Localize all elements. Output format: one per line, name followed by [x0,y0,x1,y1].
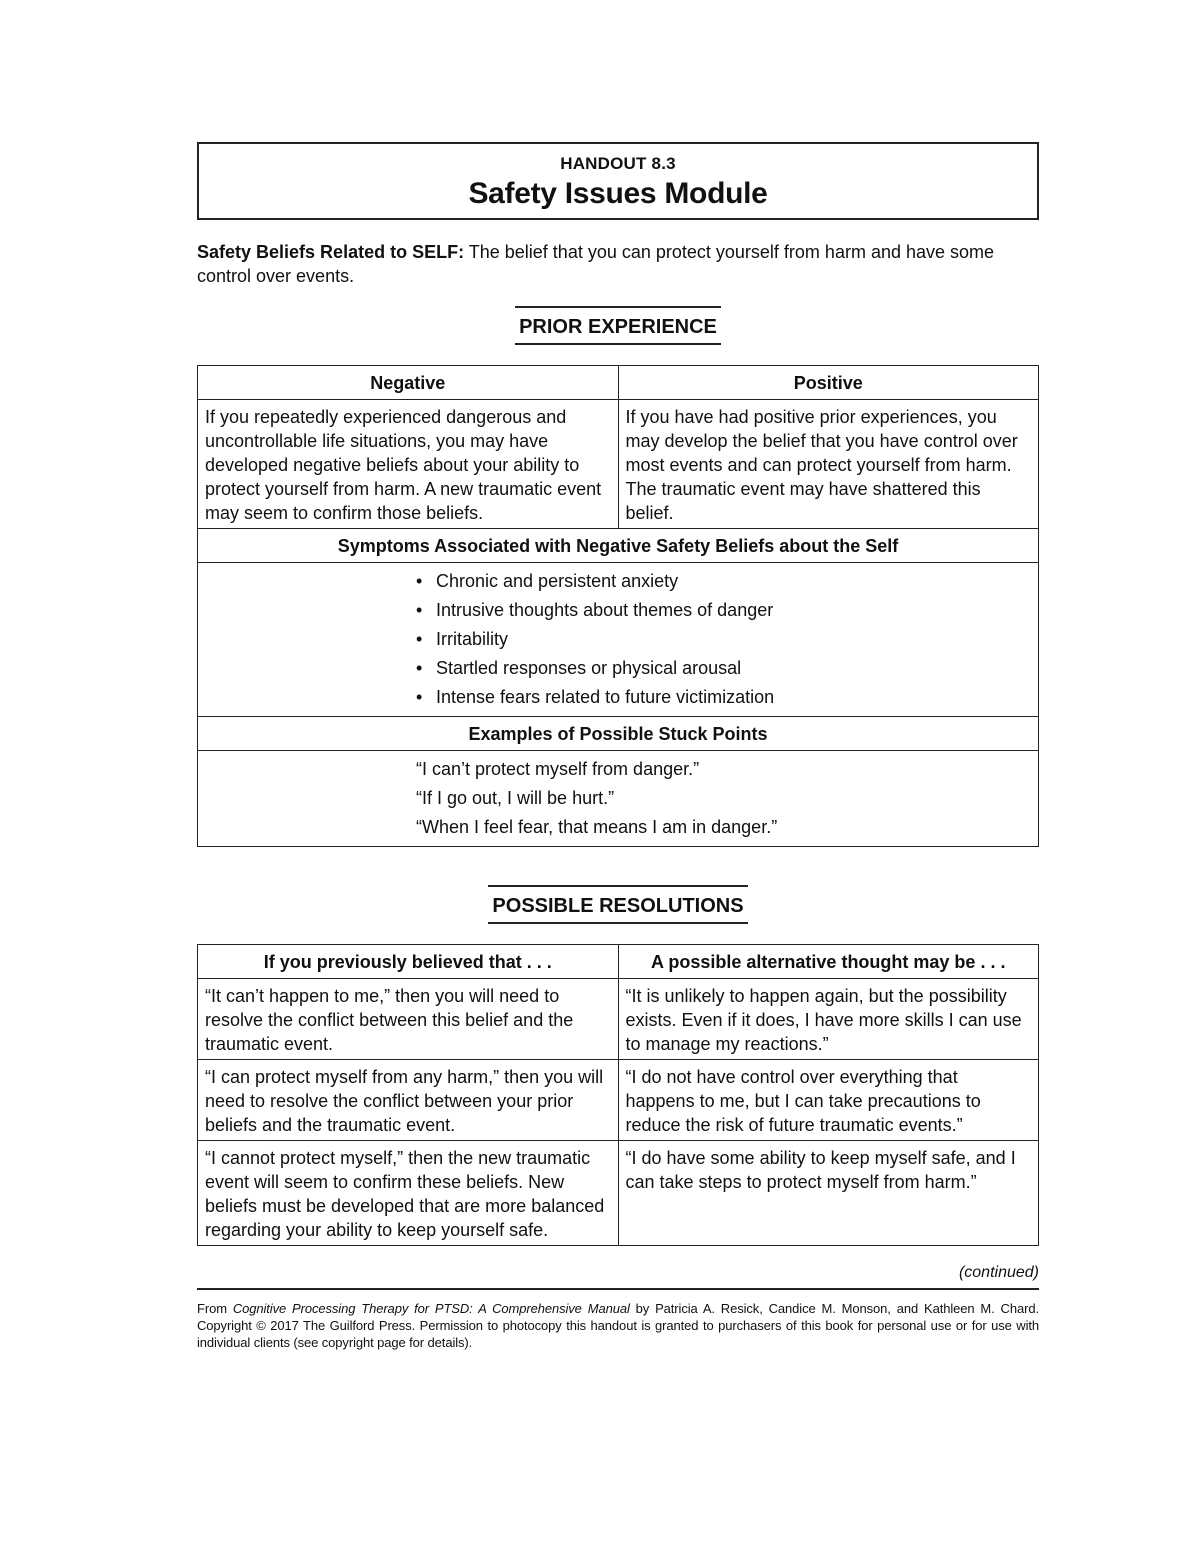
table-row [198,979,1039,1060]
column-header-previous-belief: If you previously believed that . . . [198,945,619,979]
alternative-thought-cell: “I do not have control over everything that happens to me, but I can take precautions to reduce the risk of future traumatic events.” [618,1060,1039,1141]
bullet-icon: • [416,629,423,649]
previous-belief-cell: “I can protect myself from any harm,” then you will need to resolve the conflict between your prior beliefs and the traumatic event. [198,1060,619,1141]
previous-belief-cell: “I cannot protect myself,” then the new traumatic event will seem to confirm these beliefs. New beliefs must be developed that are more balanced regarding your ability to keep yourself safe. [198,1141,619,1246]
bullet-icon: • [416,571,423,591]
table-row [198,563,1039,717]
column-header-alternative-thought: A possible alternative thought may be . . . [618,945,1039,979]
title-box [197,142,1039,220]
footer-divider [197,1288,1039,1290]
negative-text: If you repeatedly experienced dangerous and uncontrollable life situations, you may have developed negative beliefs about your ability to protect yourself from harm. A new traumatic event may seem to confirm those beliefs. [198,400,619,529]
handout-title: Safety Issues Module [468,177,768,210]
table-header-row [198,366,1039,400]
list-item: • Chronic and persistent anxiety [416,567,1038,596]
possible-resolutions-table [197,944,1039,1246]
bullet-icon: • [416,658,423,678]
possible-resolutions-heading-text: POSSIBLE RESOLUTIONS [488,885,747,924]
table-row [198,751,1039,847]
prior-experience-heading-text: PRIOR EXPERIENCE [515,306,721,345]
column-header-negative: Negative [198,366,619,400]
table-row [198,400,1039,529]
table-header-row [198,717,1039,751]
book-title: Cognitive Processing Therapy for PTSD: A Comprehensive Manual [232,1301,630,1316]
continued-label: (continued) [958,1264,1039,1281]
column-header-positive: Positive [618,366,1039,400]
alternative-thought-cell: “It is unlikely to happen again, but the possibility exists. Even if it does, I have more skills I can use to manage my reactions.” [618,979,1039,1060]
list-item: • Intense fears related to future victimization [416,683,1038,712]
table-header-row [198,945,1039,979]
previous-belief-cell: “It can’t happen to me,” then you will need to resolve the conflict between this belief and the traumatic event. [198,979,619,1060]
bullet-icon: • [416,600,423,620]
list-item: “When I feel fear, that means I am in danger.” [416,817,778,837]
handout-number: HANDOUT 8.3 [560,154,676,173]
prior-experience-heading [197,306,1039,345]
intro-paragraph [197,240,1039,288]
alternative-thought-cell: “I do have some ability to keep myself safe, and I can take steps to protect myself from harm.” [618,1141,1039,1246]
table-header-row [198,529,1039,563]
copyright-footer: From Cognitive Processing Therapy for PTSD: A Comprehensive Manual by Patricia A. Resick, Candice M. Monson, and Kathleen M. Chard. Copyright © 2017 The Guilford Press. Permission to photocopy this handout is granted to purchasers of this book for personal use or for use with individual clients (see copyright page for details). [197,1301,1039,1350]
stuck-points-list [198,751,1039,847]
handout-page [197,142,1039,1351]
intro-text: The belief that you can protect yourself from harm and have some control over events. [197,242,995,286]
symptoms-heading: Symptoms Associated with Negative Safety Beliefs about the Self [198,529,1039,563]
positive-text: If you have had positive prior experiences, you may develop the belief that you have control over most events and can protect yourself from harm. The traumatic event may have shattered this belief. [618,400,1039,529]
bullet-icon: • [416,687,423,707]
symptoms-list [198,563,1039,717]
list-item: • Startled responses or physical arousal [416,654,1038,683]
intro-label: Safety Beliefs Related to SELF: [197,242,465,262]
list-item: • Irritability [416,625,1038,654]
prior-experience-table [197,365,1039,847]
list-item: “I can’t protect myself from danger.” [416,759,700,779]
table-row [198,1060,1039,1141]
possible-resolutions-heading [197,885,1039,924]
stuck-points-heading: Examples of Possible Stuck Points [198,717,1039,751]
table-row [198,1141,1039,1246]
list-item: • Intrusive thoughts about themes of danger [416,596,1038,625]
list-item: “If I go out, I will be hurt.” [416,788,615,808]
